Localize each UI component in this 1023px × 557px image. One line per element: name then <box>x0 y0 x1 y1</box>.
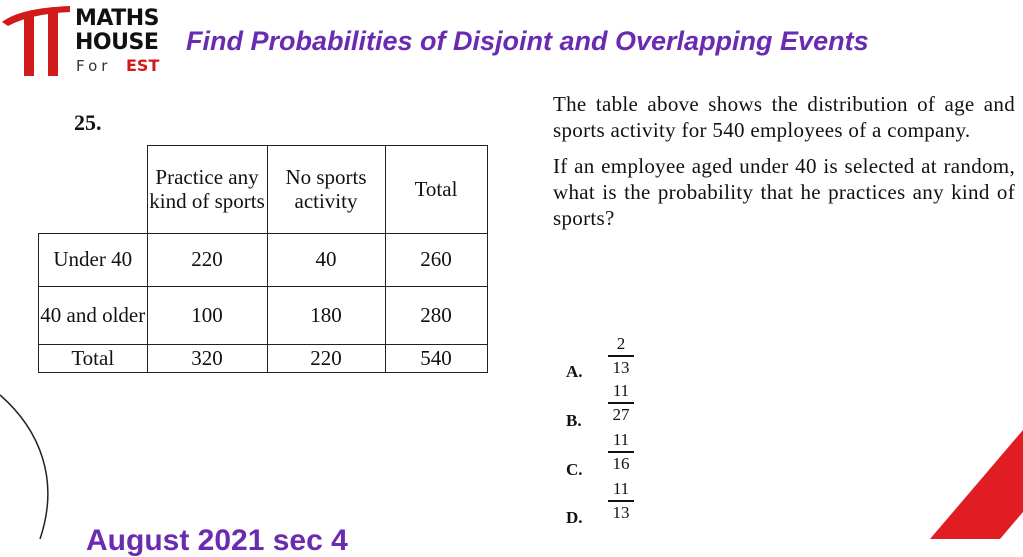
decorative-arc <box>0 395 48 539</box>
option-fraction <box>608 381 634 425</box>
question-paragraph-context: The table above shows the distribution of age and sports activity for 540 employees of a company. <box>553 92 1015 142</box>
table-corner-cell <box>39 146 148 234</box>
table-header-cell: Practice any kind of sports <box>147 146 267 234</box>
question-number: 25. <box>74 110 102 135</box>
option-letter: C. <box>566 460 583 479</box>
table-cell: 220 <box>267 345 385 373</box>
logo-text-house: HOUSE <box>75 30 159 55</box>
table-cell: 280 <box>385 287 487 345</box>
fraction-denominator: 27 <box>612 404 630 424</box>
footer-source-label: August 2021 sec 4 <box>86 524 348 557</box>
option-letter: D. <box>566 508 583 527</box>
logo-text-est: EST <box>126 56 160 75</box>
option-letter: B. <box>566 411 582 430</box>
table-header-cell: No sports activity <box>267 146 385 234</box>
table-row <box>39 234 488 287</box>
page-title: Find Probabilities of Disjoint and Overlapping Events <box>186 26 869 56</box>
pi-logo-icon <box>0 0 80 80</box>
table-header-cell: Total <box>385 146 487 234</box>
question-text <box>553 91 1015 241</box>
fraction-bar <box>608 500 634 502</box>
logo-text-maths: MATHS <box>75 6 159 31</box>
table-cell: 180 <box>267 287 385 345</box>
fraction-numerator: 2 <box>616 334 626 353</box>
table-cell: 220 <box>147 234 267 287</box>
table-cell: 260 <box>385 234 487 287</box>
row-label: Total <box>39 345 148 373</box>
fraction-denominator: 13 <box>612 502 630 522</box>
fraction-numerator: 11 <box>612 430 630 449</box>
table-header-row <box>39 146 488 234</box>
decorative-red-corner <box>930 430 1023 539</box>
logo-text-for: For <box>76 57 112 75</box>
fraction-denominator: 13 <box>612 357 630 377</box>
option-fraction <box>608 479 634 523</box>
fraction-denominator: 16 <box>612 453 630 473</box>
fraction-numerator: 11 <box>612 479 630 498</box>
table-cell: 100 <box>147 287 267 345</box>
fraction-bar <box>608 402 634 404</box>
row-label: 40 and older <box>39 287 148 345</box>
fraction-bar <box>608 451 634 453</box>
distribution-table <box>38 145 488 373</box>
option-fraction <box>608 430 634 474</box>
fraction-numerator: 11 <box>612 381 630 400</box>
table-row <box>39 345 488 373</box>
option-letter: A. <box>566 362 583 381</box>
table-cell: 320 <box>147 345 267 373</box>
fraction-bar <box>608 355 634 357</box>
option-fraction <box>608 334 634 378</box>
table-cell: 540 <box>385 345 487 373</box>
row-label: Under 40 <box>39 234 148 287</box>
table-row <box>39 287 488 345</box>
brand-logo <box>0 0 180 90</box>
table-cell: 40 <box>267 234 385 287</box>
question-paragraph-prompt: If an employee aged under 40 is selected at random, what is the probability that he practices any kind of sports? <box>553 154 1015 230</box>
